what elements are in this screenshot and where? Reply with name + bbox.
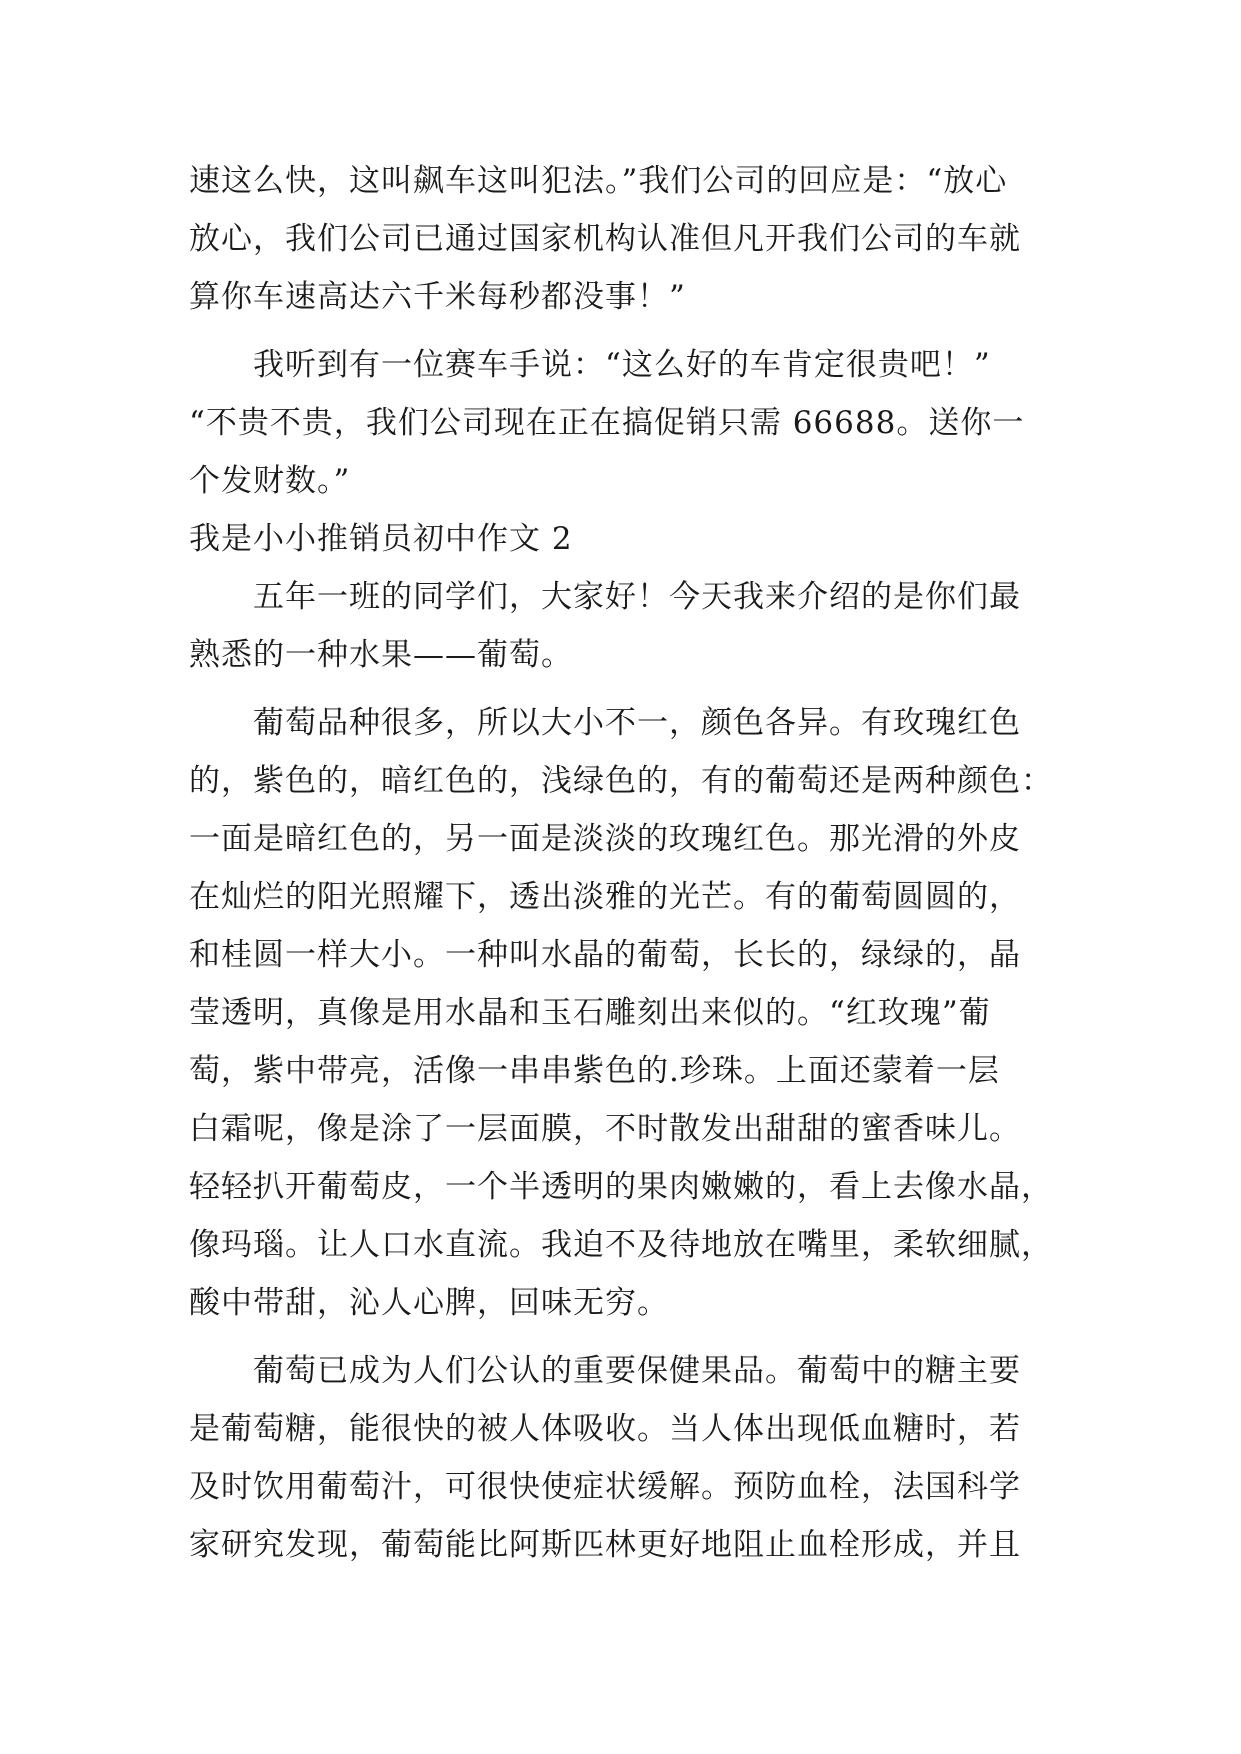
paragraph-gap <box>189 1332 1069 1342</box>
text-line: 莹透明，真像是用水晶和玉石雕刻出来似的。“红玫瑰”葡 <box>189 995 991 1031</box>
text-line: 及时饮用葡萄汁，可很快使症状缓解。预防血栓，法国科学 <box>189 1469 1021 1505</box>
text-line: 是葡萄糖，能很快的被人体吸收。当人体出现低血糖时，若 <box>189 1411 1021 1447</box>
text-line: 一面是暗红色的，另一面是淡淡的玫瑰红色。那光滑的外皮 <box>189 821 1021 857</box>
text-line: 个发财数。” <box>189 463 351 499</box>
text-line: 酸中带甜，沁人心脾，回味无穷。 <box>189 1285 669 1321</box>
document-body <box>189 152 1069 1574</box>
paragraph-gap <box>189 684 1069 694</box>
text-line: 萄，紫中带亮，活像一串串紫色的.珍珠。上面还蒙着一层 <box>189 1053 1000 1089</box>
text-line: 我听到有一位赛车手说：“这么好的车肯定很贵吧！” <box>189 347 991 383</box>
text-line: 葡萄已成为人们公认的重要保健果品。葡萄中的糖主要 <box>189 1353 1021 1389</box>
text-line: 家研究发现，葡萄能比阿斯匹林更好地阻止血栓形成，并且 <box>189 1527 1021 1563</box>
text-line: 放心，我们公司已通过国家机构认准但凡开我们公司的车就 <box>189 221 1021 257</box>
text-line: 白霜呢，像是涂了一层面膜，不时散发出甜甜的蜜香味儿。 <box>189 1111 1021 1147</box>
text-line: 像玛瑙。让人口水直流。我迫不及待地放在嘴里，柔软细腻， <box>189 1227 1053 1263</box>
text-line: 在灿烂的阳光照耀下，透出淡雅的光芒。有的葡萄圆圆的， <box>189 879 1021 915</box>
text-line: 熟悉的一种水果——葡萄。 <box>189 637 573 673</box>
text-line: 的，紫色的，暗红色的，浅绿色的，有的葡萄还是两种颜色： <box>189 763 1053 799</box>
text-line: 和桂圆一样大小。一种叫水晶的葡萄，长长的，绿绿的，晶 <box>189 937 1021 973</box>
text-line: 五年一班的同学们，大家好！今天我来介绍的是你们最 <box>189 579 1021 615</box>
text-line: 速这么快，这叫飙车这叫犯法。”我们公司的回应是：“放心 <box>189 163 1008 199</box>
text-line: 算你车速高达六千米每秒都没事！” <box>189 279 686 315</box>
paragraph-gap <box>189 326 1069 336</box>
text-line: 轻轻扒开葡萄皮，一个半透明的果肉嫩嫩的，看上去像水晶， <box>189 1169 1053 1205</box>
text-line: 葡萄品种很多，所以大小不一，颜色各异。有玫瑰红色 <box>189 705 1021 741</box>
text-line: “不贵不贵，我们公司现在正在搞促销只需 66688。送你一 <box>189 405 1025 441</box>
section-heading: 我是小小推销员初中作文 2 <box>189 521 573 557</box>
